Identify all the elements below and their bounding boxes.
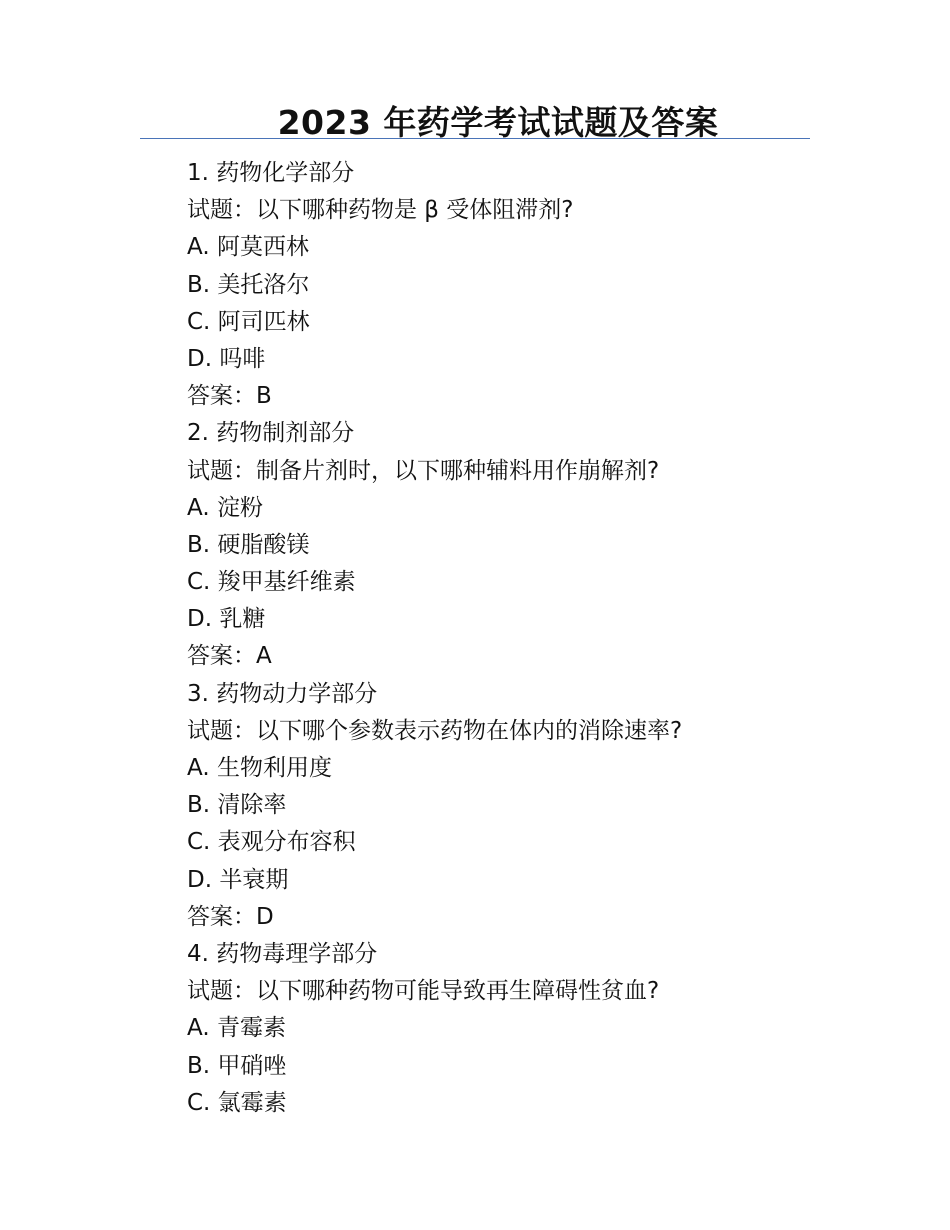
option-a: A. 生物利用度 — [187, 755, 332, 781]
question-text: 试题：以下哪种药物是 β 受体阻滞剂? — [187, 197, 574, 224]
answer-text: 答案：D — [187, 903, 274, 930]
section-heading: 3. 药物动力学部分 — [187, 680, 378, 707]
option-c: C. 表观分布容积 — [187, 829, 356, 856]
option-a: A. 淀粉 — [187, 494, 263, 521]
question-text: 试题：制备片剂时，以下哪种辅料用作崩解剂? — [187, 457, 660, 484]
title-underline — [140, 138, 810, 139]
option-b: B. 甲硝唑 — [187, 1052, 287, 1079]
option-b: B. 美托洛尔 — [187, 271, 310, 298]
option-c: C. 羧甲基纤维素 — [187, 569, 356, 596]
question-text: 试题：以下哪个参数表示药物在体内的消除速率? — [187, 717, 683, 744]
answer-text: 答案：A — [187, 643, 272, 670]
option-d: D. 乳糖 — [187, 606, 266, 633]
option-d: D. 半衰期 — [187, 866, 289, 893]
answer-text: 答案：B — [187, 383, 272, 410]
document-body — [187, 155, 887, 1122]
option-c: C. 氯霉素 — [187, 1089, 287, 1116]
document-title: 2023 年药学考试试题及答案 — [277, 103, 719, 142]
question-text: 试题：以下哪种药物可能导致再生障碍性贫血? — [187, 978, 660, 1005]
section-heading: 2. 药物制剂部分 — [187, 420, 355, 447]
option-d: D. 吗啡 — [187, 345, 266, 372]
section-heading: 1. 药物化学部分 — [187, 160, 355, 186]
section-heading: 4. 药物毒理学部分 — [187, 940, 378, 967]
option-a: A. 阿莫西林 — [187, 234, 309, 261]
option-b: B. 清除率 — [187, 792, 287, 819]
option-a: A. 青霉素 — [187, 1015, 286, 1042]
option-b: B. 硬脂酸镁 — [187, 531, 310, 558]
option-c: C. 阿司匹林 — [187, 308, 310, 335]
